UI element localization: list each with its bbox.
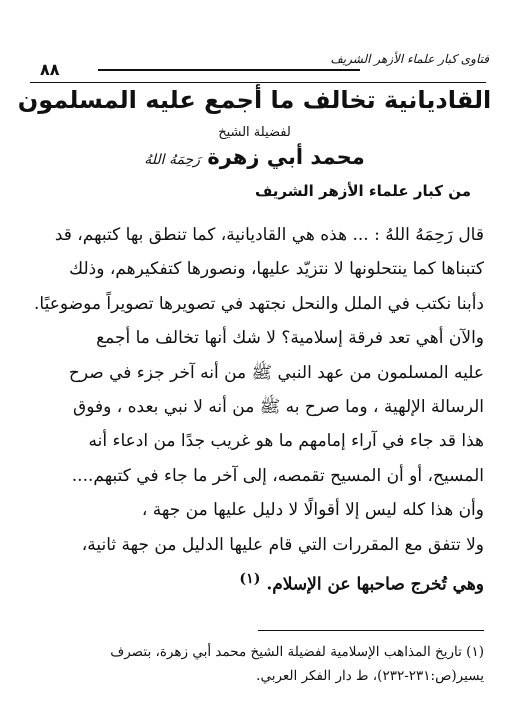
page-header (0, 52, 509, 80)
body-line: قال رَحِمَهُ اللهُ : ... هذه هي القاديانية، كما تنطق بها كتبهم، قد (54, 225, 484, 245)
body-line: المسيح، أو أن المسيح تقمصه، إلى آخر ما جاء في كتبهم.... (71, 465, 484, 486)
author-line (0, 145, 509, 169)
footnote-divider (258, 630, 484, 631)
author-name: محمد أبي زهرة (207, 145, 365, 169)
running-title: فتاوى كبار علماء الأزهر الشريف (330, 52, 489, 66)
author-honorific: رَحِمَهُ اللهُ (144, 152, 201, 168)
footnote-marker: (١) (239, 571, 261, 588)
body-text (28, 218, 484, 602)
body-line-final-text: وهي تُخرج صاحبها عن الإسلام. (266, 574, 484, 595)
author-prefix: لفضيلة الشيخ (218, 125, 291, 140)
author-affiliation: من كبار علماء الأزهر الشريف (254, 182, 471, 200)
page-number: ٨٨ (40, 60, 60, 79)
body-line: هذا قد جاء في آراء إمامهم ما هو غريب جدًا من ادعاء أنه (88, 431, 484, 452)
body-line: والآن أهي تعد فرقة إسلامية؟ لا شك أنها تخالف ما أجمع (96, 328, 484, 349)
body-line: دأبنا نكتب في الملل والنحل نجتهد في تصويرها تصويراً موضوعيًا. (34, 293, 484, 314)
body-line: وأن هذا كله ليس إلا أقوالًا لا دليل عليها من جهة ، (141, 500, 484, 521)
footnote-line: يسير(ص:٢٣١-٢٣٢)، ط دار الفكر العربي. (256, 668, 484, 684)
footnote (28, 640, 484, 688)
body-line: ولا تتفق مع المقررات التي قام عليها الدليل من جهة ثانية، (81, 534, 484, 555)
header-divider (30, 82, 486, 83)
body-line: عليه المسلمون من عهد النبي ﷺ من أنه آخر جزء في صرح (68, 362, 484, 383)
body-line: الرسالة الإلهية ، وما صرح به ﷺ من أنه لا نبي بعده ، وفوق (73, 397, 484, 418)
article-title: القاديانية تخالف ما أجمع عليه المسلمون (17, 86, 492, 114)
body-line-final (28, 562, 484, 602)
footnote-line: (١) تاريخ المذاهب الإسلامية لفضيلة الشيخ محمد أبي زهرة، بتصرف (110, 644, 484, 660)
header-rule (98, 69, 360, 71)
body-line: كتبناها كما ينتحلونها لا نتزيّد عليها، ونصورها كتفكيرهم، وذلك (69, 259, 484, 280)
